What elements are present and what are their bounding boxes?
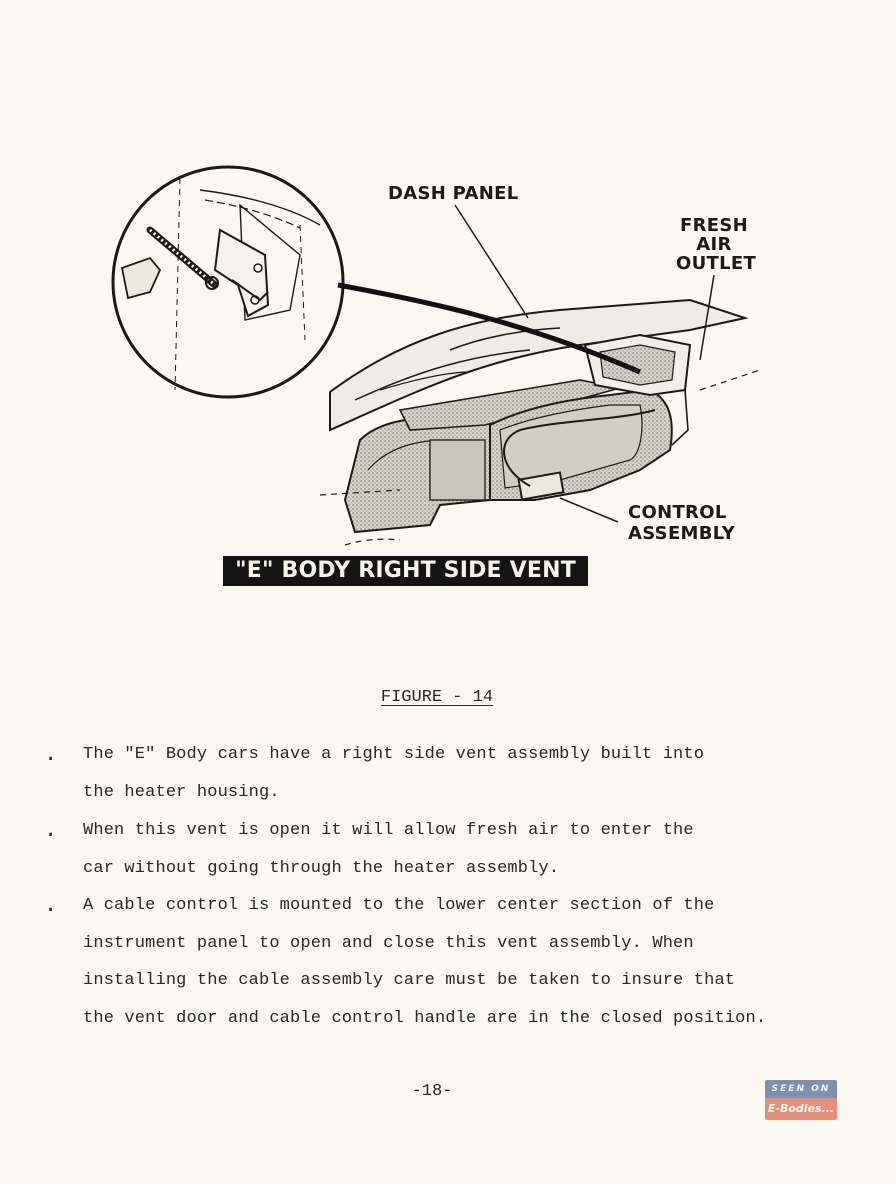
badge-bottom-text: E-Bodies... bbox=[765, 1098, 837, 1120]
label-outlet: OUTLET bbox=[676, 253, 757, 274]
label-assembly: ASSEMBLY bbox=[628, 523, 736, 544]
paragraph-1: The "E" Body cars have a right side vent assembly built into the heater housing. bbox=[83, 745, 705, 802]
label-fresh: FRESH bbox=[680, 215, 748, 236]
seen-on-badge bbox=[765, 1080, 837, 1124]
label-fresh-air-outlet bbox=[676, 215, 757, 274]
bullet-3: . bbox=[44, 893, 58, 918]
label-dash-panel: DASH PANEL bbox=[388, 183, 519, 204]
paragraph-3: A cable control is mounted to the lower center section of the instrument panel to open and close this vent assembly. When installing the cable assembly care must be taken to insure that the vent door and cable control handle are in the closed position. bbox=[83, 896, 767, 1028]
label-control-assembly bbox=[628, 502, 735, 544]
badge-top-text: SEEN ON bbox=[765, 1080, 837, 1098]
page-number: -18- bbox=[411, 1082, 453, 1101]
bullet-1: . bbox=[44, 742, 58, 767]
figure-caption: FIGURE - 14 bbox=[380, 688, 494, 707]
bullet-2: . bbox=[44, 818, 58, 843]
label-air: AIR bbox=[696, 234, 732, 255]
label-control: CONTROL bbox=[628, 502, 727, 523]
paragraph-2: When this vent is open it will allow fresh air to enter the car without going through the heater assembly. bbox=[83, 821, 694, 878]
figure-title: "E" BODY RIGHT SIDE VENT bbox=[223, 556, 588, 586]
